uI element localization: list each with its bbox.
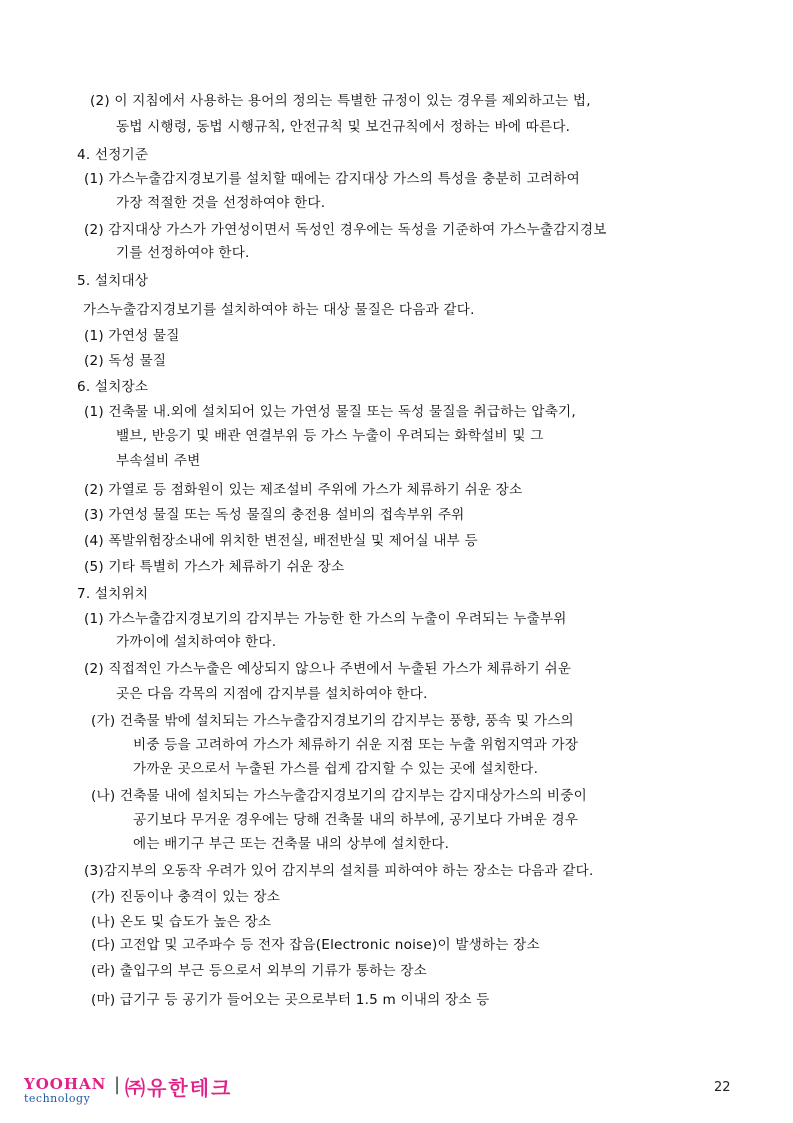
text-line: 가까운 곳으로서 누출된 가스를 쉽게 감지할 수 있는 곳에 설치한다.: [133, 761, 539, 777]
text-line: (1) 가스누출감지경보기의 감지부는 가능한 한 가스의 누출이 우려되는 누출부위: [84, 611, 567, 627]
text-line: (2) 이 지침에서 사용하는 용어의 정의는 특별한 규정이 있는 경우를 제외하고는 법,: [90, 93, 591, 109]
text-line: (1) 가연성 물질: [84, 328, 180, 344]
text-line: (3)감지부의 오동작 우려가 있어 감지부의 설치를 피하여야 하는 장소는 다음과 같다.: [84, 863, 594, 879]
text-line: 기를 선정하여야 한다.: [116, 245, 250, 261]
text-line: 5. 설치대상: [77, 273, 149, 289]
text-line: 가까이에 설치하여야 한다.: [116, 634, 277, 650]
text-line: (4) 폭발위험장소내에 위치한 변전실, 배전반실 및 제어실 내부 등: [84, 533, 478, 549]
text-line: (3) 가연성 물질 또는 독성 물질의 충전용 설비의 접속부위 주위: [84, 507, 465, 523]
text-line: (라) 출입구의 부근 등으로서 외부의 기류가 통하는 장소: [91, 963, 427, 979]
text-line: (2) 직접적인 가스누출은 예상되지 않으나 주변에서 누출된 가스가 체류하기 쉬운: [84, 661, 572, 677]
text-line: 부속설비 주변: [116, 453, 201, 469]
text-line: (1) 가스누출감지경보기를 설치할 때에는 감지대상 가스의 특성을 충분히 고려하여: [84, 171, 580, 187]
text-line: (5) 기타 특별히 가스가 체류하기 쉬운 장소: [84, 559, 345, 575]
text-line: 동법 시행령, 동법 시행규칙, 안전규칙 및 보건규칙에서 정하는 바에 따른다.: [116, 119, 571, 135]
text-line: 공기보다 무거운 경우에는 당해 건축물 내의 하부에, 공기보다 가벼운 경우: [133, 812, 579, 828]
text-line: 곳은 다음 각목의 지점에 감지부를 설치하여야 한다.: [116, 686, 428, 702]
company-logo: [22, 1072, 262, 1108]
text-line: (1) 건축물 내.외에 설치되어 있는 가연성 물질 또는 독성 물질을 취급하는 압축기,: [84, 404, 576, 420]
text-line: 7. 설치위치: [77, 586, 149, 602]
text-line: 가스누출감지경보기를 설치하여야 하는 대상 물질은 다음과 같다.: [83, 302, 475, 318]
text-line: (나) 건축물 내에 설치되는 가스누출감지경보기의 감지부는 감지대상가스의 비중이: [91, 788, 587, 804]
page-number: 22: [714, 1080, 731, 1095]
text-line: 비중 등을 고려하여 가스가 체류하기 쉬운 지점 또는 누출 위험지역과 가장: [133, 737, 579, 753]
text-line: (나) 온도 및 습도가 높은 장소: [91, 914, 272, 930]
logo-wordmark: YOOHAN: [24, 1075, 107, 1093]
logo-separator: |: [114, 1074, 121, 1095]
logo-subtext: technology: [24, 1092, 91, 1105]
text-line: (2) 감지대상 가스가 가연성이면서 독성인 경우에는 독성을 기준하여 가스누출감지경보: [84, 222, 607, 238]
text-line: (마) 급기구 등 공기가 들어오는 곳으로부터 1.5 m 이내의 장소 등: [91, 992, 490, 1008]
text-line: 가장 적절한 것을 선정하여야 한다.: [116, 195, 326, 211]
text-line: 6. 설치장소: [77, 379, 149, 395]
text-line: (가) 건축물 밖에 설치되는 가스누출감지경보기의 감지부는 풍향, 풍속 및 가스의: [91, 713, 574, 729]
company-name: ㈜유한테크: [125, 1076, 233, 1100]
text-line: 4. 선정기준: [77, 147, 149, 163]
text-line: (2) 독성 물질: [84, 353, 167, 369]
text-line: (2) 가열로 등 점화원이 있는 제조설비 주위에 가스가 체류하기 쉬운 장소: [84, 482, 523, 498]
text-line: 에는 배기구 부근 또는 건축물 내의 상부에 설치한다.: [133, 836, 450, 852]
text-line: (가) 진동이나 충격이 있는 장소: [91, 889, 281, 905]
text-line: (다) 고전압 및 고주파수 등 전자 잡음(Electronic noise)이 발생하는 장소: [91, 937, 540, 953]
text-line: 밸브, 반응기 및 배관 연결부위 등 가스 누출이 우려되는 화학설비 및 그: [116, 428, 544, 444]
